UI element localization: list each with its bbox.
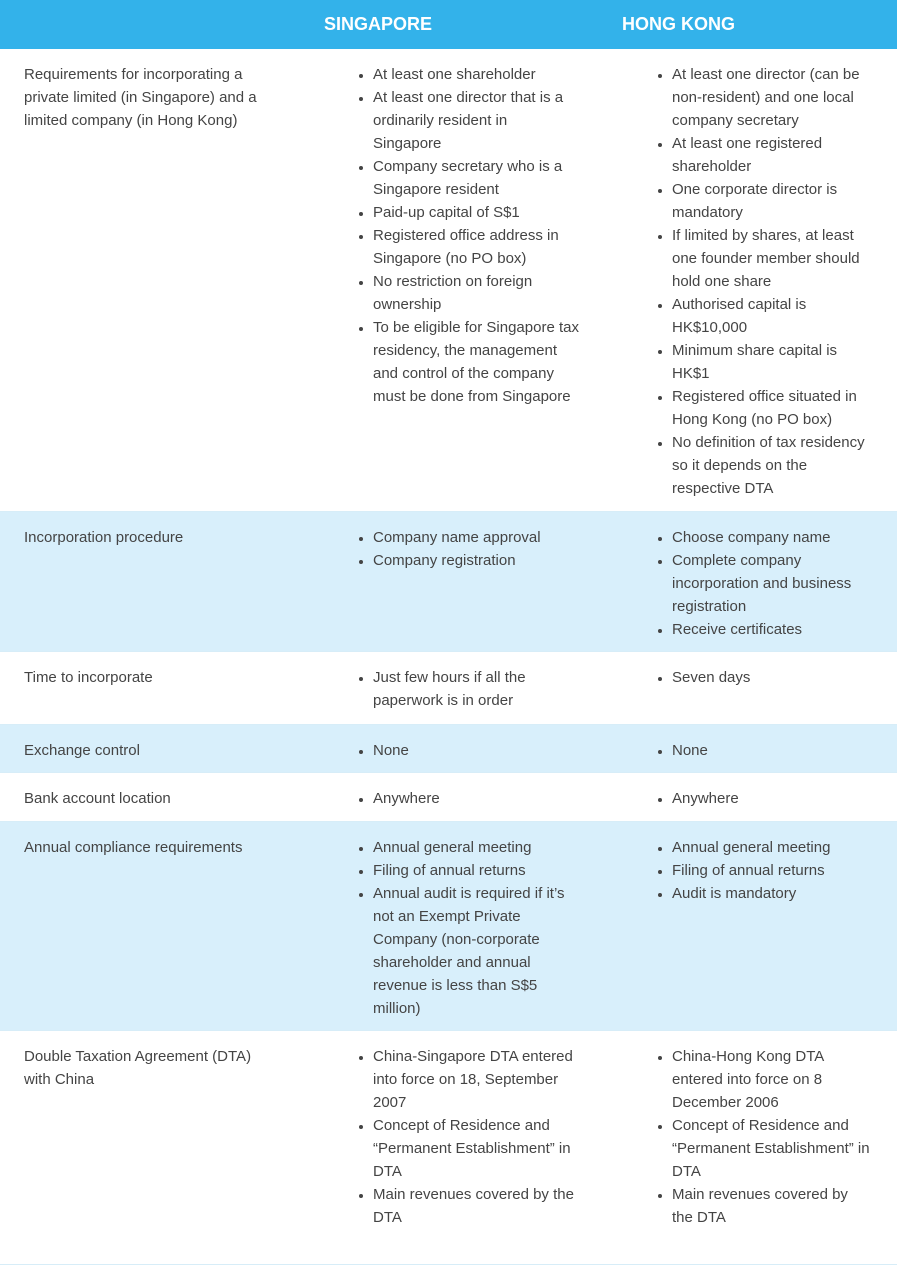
list-item: • Main revenues covered by the DTA xyxy=(672,1183,871,1229)
singapore-list xyxy=(340,739,639,762)
singapore-cell xyxy=(340,652,639,724)
row-label: Double Taxation Agreement (DTA) with China xyxy=(24,1048,252,1088)
list-item: • Minimum share capital is HK$1 xyxy=(672,339,871,385)
hong-kong-cell xyxy=(639,652,897,724)
list-item: • None xyxy=(672,739,871,762)
hong-kong-list xyxy=(639,63,897,500)
list-item: • Main revenues covered by the DTA xyxy=(373,1183,579,1229)
singapore-cell xyxy=(340,773,639,821)
list-item: • Company secretary who is a Singapore resident xyxy=(373,155,579,201)
hong-kong-cell xyxy=(639,49,897,511)
list-item: • Annual general meeting xyxy=(672,836,871,859)
list-item: • One corporate director is mandatory xyxy=(672,178,871,224)
table-row xyxy=(0,822,897,1031)
list-item: • China-Hong Kong DTA entered into force on 8 December 2006 xyxy=(672,1045,871,1114)
list-item: • At least one director that is a ordinarily resident in Singapore xyxy=(373,86,579,155)
table-row xyxy=(0,512,897,652)
hong-kong-list xyxy=(639,836,897,905)
singapore-list xyxy=(340,787,639,810)
row-label: Bank account location xyxy=(24,790,171,807)
list-item: • Registered office situated in Hong Kong (no PO box) xyxy=(672,385,871,431)
singapore-cell xyxy=(340,1031,639,1264)
row-label: Incorporation procedure xyxy=(24,529,184,546)
hong-kong-cell xyxy=(639,725,897,772)
list-item: • To be eligible for Singapore tax residency, the management and control of the company must be done from Singapore xyxy=(373,316,579,408)
list-item: • No restriction on foreign ownership xyxy=(373,270,579,316)
list-item: • At least one shareholder xyxy=(373,63,579,86)
singapore-list xyxy=(340,836,639,1020)
singapore-list xyxy=(340,1045,639,1229)
singapore-list xyxy=(340,666,639,712)
hong-kong-cell xyxy=(639,773,897,821)
list-item: • At least one registered shareholder xyxy=(672,132,871,178)
table-row xyxy=(0,49,897,512)
list-item: • Filing of annual returns xyxy=(373,859,579,882)
header-singapore: SINGAPORE xyxy=(324,14,433,34)
list-item: • None xyxy=(373,739,579,762)
header-hong-kong: HONG KONG xyxy=(622,14,736,34)
table-row xyxy=(0,1031,897,1265)
list-item: • Authorised capital is HK$10,000 xyxy=(672,293,871,339)
row-label: Requirements for incorporating a private limited (in Singapore) and a limited company (in Hong Kong) xyxy=(24,66,257,129)
table-row xyxy=(0,725,897,773)
list-item: • Paid-up capital of S$1 xyxy=(373,201,579,224)
list-item: • Company name approval xyxy=(373,526,579,549)
list-item: • At least one director (can be non-resident) and one local company secretary xyxy=(672,63,871,132)
list-item: • Annual audit is required if it’s not an Exempt Private Company (non-corporate shareholder and annual revenue is less than S$5 million) xyxy=(373,882,579,1020)
hong-kong-list xyxy=(639,666,897,689)
singapore-list xyxy=(340,526,639,572)
hong-kong-cell xyxy=(639,512,897,651)
singapore-cell xyxy=(340,49,639,511)
list-item: • Annual general meeting xyxy=(373,836,579,859)
list-item: • If limited by shares, at least one founder member should hold one share xyxy=(672,224,871,293)
row-label: Exchange control xyxy=(24,742,140,759)
list-item: • Anywhere xyxy=(672,787,871,810)
list-item: • Filing of annual returns xyxy=(672,859,871,882)
list-item: • Receive certificates xyxy=(672,618,871,641)
list-item: • Choose company name xyxy=(672,526,871,549)
table-header xyxy=(0,0,897,49)
list-item: • Company registration xyxy=(373,549,579,572)
list-item: • Complete company incorporation and business registration xyxy=(672,549,871,618)
singapore-cell xyxy=(340,512,639,651)
list-item: • No definition of tax residency so it depends on the respective DTA xyxy=(672,431,871,500)
row-label: Time to incorporate xyxy=(24,669,153,686)
list-item: • Anywhere xyxy=(373,787,579,810)
hong-kong-list xyxy=(639,1045,897,1229)
list-item: • Concept of Residence and “Permanent Establishment” in DTA xyxy=(373,1114,579,1183)
singapore-list xyxy=(340,63,639,408)
table-row xyxy=(0,652,897,725)
table-row xyxy=(0,773,897,822)
singapore-cell xyxy=(340,725,639,772)
list-item: • Seven days xyxy=(672,666,871,689)
hong-kong-cell xyxy=(639,1031,897,1264)
hong-kong-list xyxy=(639,526,897,641)
list-item: • China-Singapore DTA entered into force on 18, September 2007 xyxy=(373,1045,579,1114)
hong-kong-list xyxy=(639,787,897,810)
singapore-cell xyxy=(340,822,639,1030)
hong-kong-cell xyxy=(639,822,897,1030)
list-item: • Concept of Residence and “Permanent Establishment” in DTA xyxy=(672,1114,871,1183)
list-item: • Audit is mandatory xyxy=(672,882,871,905)
hong-kong-list xyxy=(639,739,897,762)
row-label: Annual compliance requirements xyxy=(24,839,243,856)
list-item: • Just few hours if all the paperwork is in order xyxy=(373,666,579,712)
list-item: • Registered office address in Singapore (no PO box) xyxy=(373,224,579,270)
